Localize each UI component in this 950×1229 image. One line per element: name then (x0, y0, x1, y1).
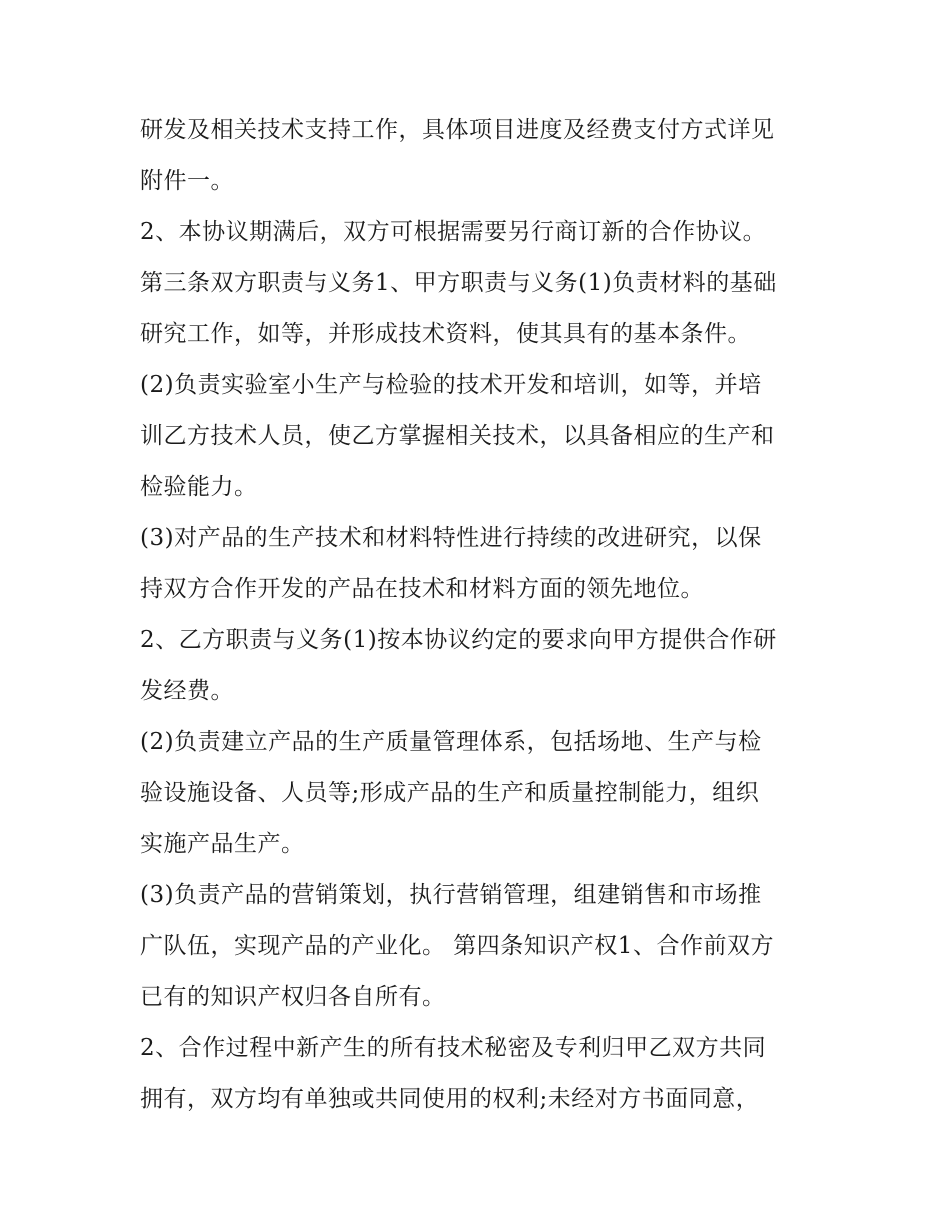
document-body (140, 105, 820, 1125)
text-line: 持双方合作开发的产品在技术和材料方面的领先地位。 (140, 576, 704, 602)
text-line: 实施产品生产。 (140, 831, 305, 857)
text-line: 验设施设备、人员等;形成产品的生产和质量控制能力，组织 (140, 780, 760, 806)
text-line: 检验能力。 (140, 474, 258, 500)
text-line: (3)对产品的生产技术和材料特性进行持续的改进研究，以保 (140, 525, 762, 551)
text-line: (3)负责产品的营销策划，执行营销管理，组建销售和市场推 (140, 882, 762, 908)
text-line: 发经费。 (140, 678, 234, 704)
text-line: 2、合作过程中新产生的所有技术秘密及专利归甲乙双方共同 (140, 1035, 767, 1061)
text-line: 2、本协议期满后，双方可根据需要另行商订新的合作协议。 (140, 219, 767, 245)
text-line: 已有的知识产权归各自所有。 (140, 984, 446, 1010)
text-line: 研发及相关技术支持工作，具体项目进度及经费支付方式详见 (140, 117, 775, 143)
text-line: (2)负责建立产品的生产质量管理体系，包括场地、生产与检 (140, 729, 762, 755)
text-line: (2)负责实验室小生产与检验的技术开发和培训，如等，并培 (140, 372, 762, 398)
text-line: 2、乙方职责与义务(1)按本协议约定的要求向甲方提供合作研 (140, 627, 777, 653)
text-line: 附件一。 (140, 168, 234, 194)
text-line: 训乙方技术人员，使乙方掌握相关技术，以具备相应的生产和 (140, 423, 775, 449)
text-line: 拥有，双方均有单独或共同使用的权利;未经对方书面同意， (140, 1086, 760, 1112)
text-line: 广队伍，实现产品的产业化。 第四条知识产权1、合作前双方 (140, 933, 774, 959)
text-line: 第三条双方职责与义务1、甲方职责与义务(1)负责材料的基础 (140, 270, 777, 296)
text-line: 研究工作，如等，并形成技术资料，使其具有的基本条件。 (140, 321, 751, 347)
